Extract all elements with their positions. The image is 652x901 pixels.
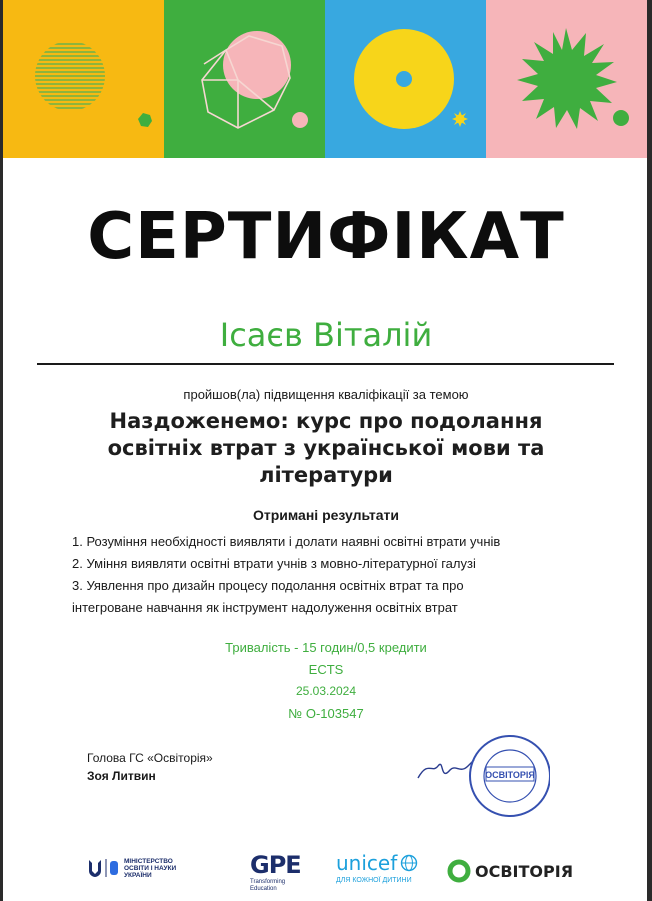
globe-icon [400, 854, 418, 872]
results-list [72, 531, 592, 619]
trident-icon [86, 857, 118, 879]
yellow-panel [3, 0, 164, 158]
unicef-tagline: ДЛЯ КОЖНОЇ ДИТИНИ [336, 877, 412, 884]
starburst-icon [486, 0, 647, 158]
pink-panel [486, 0, 647, 158]
course-title-line: Наздоженемо: курс про подолання [109, 409, 543, 433]
ring-logo-icon [447, 859, 471, 883]
results-heading: Отримані результати [252, 507, 400, 523]
unicef-logo [336, 851, 418, 884]
osvitoria-logo [447, 859, 573, 883]
gpe-subtitle: Education [250, 886, 277, 892]
course-title [90, 408, 562, 489]
gpe-wordmark: GPE [250, 851, 301, 879]
ministry-line: ОСВІТИ І НАУКИ [124, 864, 177, 872]
course-title-line: літератури [259, 463, 393, 487]
stamp-label: ОСВІТОРІЯ [485, 770, 535, 780]
gpe-subtitle: Transforming [250, 879, 286, 885]
duration: Тривалість - 15 годин/0,5 кредити [225, 640, 427, 655]
stamp-icon [410, 730, 550, 820]
ministry-line: УКРАЇНИ [124, 871, 152, 879]
duration-units: ECTS [308, 662, 344, 677]
striped-circle-icon [3, 0, 164, 158]
signatory-name: Зоя Литвин [87, 769, 156, 783]
osvitoria-wordmark: ОСВІТОРІЯ [475, 861, 574, 881]
divider [37, 363, 614, 365]
polyhedron-icon [164, 0, 325, 158]
certificate-title: СЕРТИФІКАТ [87, 200, 565, 274]
recipient-name: Ісаєв Віталій [219, 316, 433, 354]
result-item: інтегроване навчання як інструмент надолуження освітніх втрат [72, 600, 458, 615]
ministry-logo [86, 857, 176, 879]
certificate-number: № О-103547 [288, 706, 364, 721]
intro-text: пройшов(ла) підвищення кваліфікації за темою [183, 387, 469, 402]
result-item: 2. Уміння виявляти освітні втрати учнів з мовно-літературної галузі [72, 556, 476, 571]
decorative-header [3, 0, 647, 158]
ministry-line: МІНІСТЕРСТВО [124, 857, 173, 865]
unicef-wordmark: unicef [336, 851, 398, 875]
ring-sun-icon [325, 0, 486, 158]
green-panel [164, 0, 325, 158]
issue-date: 25.03.2024 [295, 684, 357, 698]
course-title-line: освітніх втрат з української мови та [107, 436, 545, 460]
result-item: 3. Уявлення про дизайн процесу подолання освітніх втрат та про [72, 578, 464, 593]
result-item: 1. Розуміння необхідності виявляти і долати наявні освітні втрати учнів [72, 534, 501, 549]
signatory-role: Голова ГС «Освіторія» [87, 751, 213, 765]
gpe-logo [250, 851, 301, 893]
partner-logos [0, 845, 652, 895]
blue-panel [325, 0, 486, 158]
right-border [647, 0, 652, 901]
